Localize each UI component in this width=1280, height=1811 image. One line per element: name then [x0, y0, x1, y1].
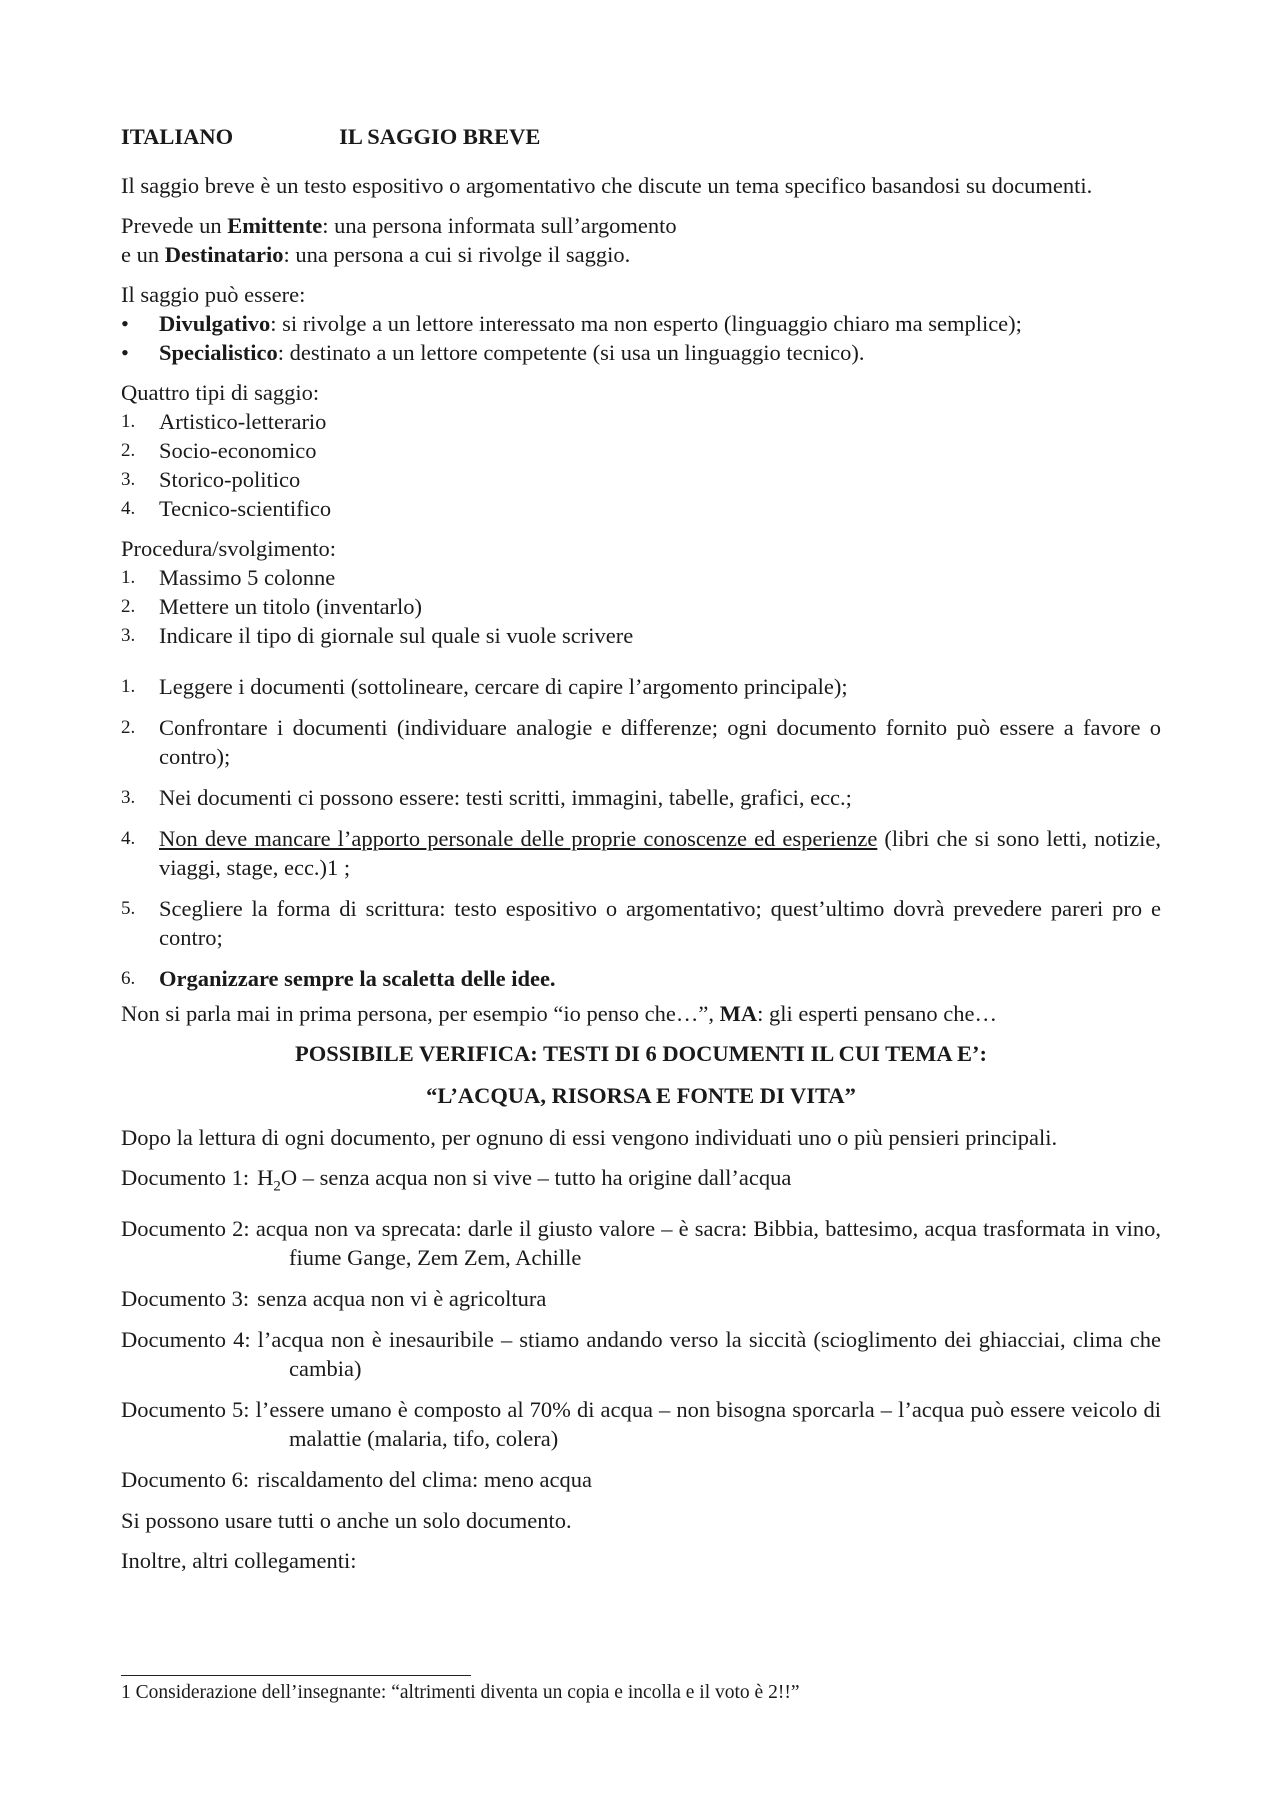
closing-line: Si possono usare tutti o anche un solo documento.: [121, 1507, 572, 1533]
procedure-heading: Procedura/svolgimento:: [121, 536, 336, 561]
step-item: 2. Confrontare i documenti (individuare analogie e differenze; ogni documento fornito può essere a favore o contro);: [121, 715, 1161, 769]
subject-title: ITALIANO: [121, 124, 234, 149]
types-heading: Quattro tipi di saggio:: [121, 380, 320, 405]
verifica-heading: POSSIBILE VERIFICA: TESTI DI 6 DOCUMENTI IL CUI TEMA E’:: [294, 1041, 988, 1066]
procedure-section: [121, 534, 1161, 650]
list-item: • Divulgativo: si rivolge a un lettore interessato ma non esperto (linguaggio chiaro ma semplice);: [121, 311, 1022, 336]
kinds-heading: Il saggio può essere:: [121, 282, 306, 307]
list-item: 3. Storico-politico: [121, 467, 301, 492]
document-item: Documento 1: $H_2O$ – senza acqua non si vive – tutto ha origine dall’acqua: [121, 1165, 792, 1195]
list-item: 2. Socio-economico: [121, 438, 317, 463]
list-item: • Specialistico: destinato a un lettore competente (si usa un linguaggio tecnico).: [121, 340, 865, 365]
document-item: Documento 6: riscaldamento del clima: meno acqua: [121, 1466, 592, 1492]
underlined-text: Non deve mancare l’apporto personale delle proprie conoscenze ed esperienze: [159, 826, 878, 851]
roles-paragraph: Prevede un Emittente: una persona informata sull’argomento e un Destinatario: una persona a cui si rivolge il saggio.: [121, 213, 677, 267]
destinatario-term: Destinatario: [164, 242, 284, 267]
step-item: 3. Nei documenti ci possono essere: testi scritti, immagini, tabelle, grafici, ecc.;: [121, 785, 852, 810]
document-item: Documento 3: senza acqua non vi è agricoltura: [121, 1285, 547, 1311]
document-header: [121, 122, 1161, 151]
list-item: 3. Indicare il tipo di giornale sul quale si vuole scrivere: [121, 623, 634, 648]
footnote-divider: [121, 1675, 471, 1676]
first-person-note: Non si parla mai in prima persona, per esempio “io penso che…”, MA: gli esperti pensano che…: [121, 1001, 998, 1026]
step-item: 6. Organizzare sempre la scaletta delle idee.: [121, 966, 556, 991]
step-item: 1. Leggere i documenti (sottolineare, cercare di capire l’argomento principale);: [121, 674, 848, 699]
document-item: Documento 2: acqua non va sprecata: darle il giusto valore – è sacra: Bibbia, battesimo, acqua trasformata in vino, fiume Gange, Zem Zem, Achille: [121, 1215, 1161, 1270]
reading-note: Dopo la lettura di ogni documento, per ognuno di essi vengono individuati uno o più pensieri principali.: [121, 1125, 1058, 1150]
list-item: 4. Tecnico-scientifico: [121, 496, 332, 521]
list-item: 2. Mettere un titolo (inventarlo): [121, 594, 423, 619]
footnote: 1 Considerazione dell’insegnante: “altrimenti diventa un copia e incolla e il voto è 2!!”: [121, 1682, 800, 1703]
bullet: •: [121, 311, 129, 336]
closing-line: Inoltre, altri collegamenti:: [121, 1547, 357, 1573]
step-item: 5. Scegliere la forma di scrittura: testo espositivo o argomentativo; quest’ultimo dovrà prevedere pareri pro e contro;: [121, 896, 1161, 950]
document-item: Documento 4: l’acqua non è inesauribile – stiamo andando verso la siccità (scioglimento dei ghiacciai, clima che cambia): [121, 1326, 1161, 1381]
step-item: 4. Non deve mancare l’apporto personale delle proprie conoscenze ed esperienze (libri che si sono letti, notizie, viaggi, stage, ecc.)1 ;: [121, 826, 1161, 880]
emittente-term: Emittente: [227, 213, 323, 238]
list-item: 1. Massimo 5 colonne: [121, 565, 336, 590]
document-page: [121, 122, 1161, 1586]
documents-list: [121, 1163, 1161, 1494]
document-item: Documento 5: l’essere umano è composto al 70% di acqua – non bisogna sporcarla – l’acqua può essere veicolo di malattie (malaria, tifo, colera): [121, 1396, 1161, 1451]
list-item: 1. Artistico-letterario: [121, 409, 327, 434]
steps-list: [121, 672, 1161, 993]
types-section: [121, 378, 1161, 523]
intro-paragraph: Il saggio breve è un testo espositivo o argomentativo che discute un tema specifico basandosi su documenti.: [121, 173, 1093, 198]
kinds-section: [121, 280, 1161, 367]
verifica-theme: “L’ACQUA, RISORSA E FONTE DI VITA”: [426, 1083, 856, 1108]
bullet: •: [121, 340, 129, 365]
topic-title: IL SAGGIO BREVE: [339, 124, 541, 149]
